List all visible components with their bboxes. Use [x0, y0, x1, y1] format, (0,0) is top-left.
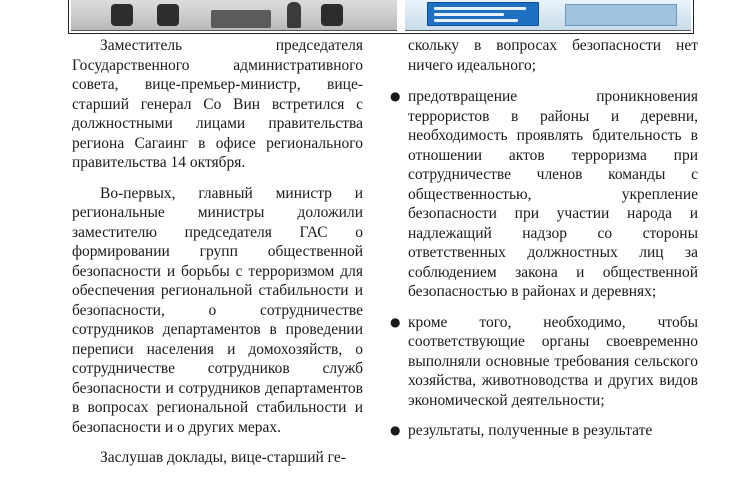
chair-shape [157, 4, 179, 26]
chair-shape [321, 4, 343, 26]
bullet-icon: ● [390, 89, 401, 103]
continued-paragraph: скольку в вопросах безопасности нет ничего идеального; [408, 37, 698, 74]
list-item-text: кроме того, необходимо, чтобы соответствующие органы своевременно выполняли основные требования сельского хозяйства, животноводства и других видов экономической деятельности; [408, 313, 698, 409]
meeting-room-photo [71, 0, 397, 31]
photo-strip [68, 0, 694, 34]
list-item [388, 87, 698, 302]
list-item-text: результаты, полученные в результате [408, 422, 653, 439]
office-photo [405, 0, 691, 31]
bullet-icon: ● [390, 314, 401, 329]
person-shape [287, 2, 301, 28]
paragraph: Заместитель председателя Государственного административного совета, вице-премьер-министр, вице-старший генерал Со Вин встретился с должностными лицами правительства региона Сагаинг в офисе регионального правительства 14 октября. [72, 37, 363, 171]
desk-shape [211, 10, 271, 28]
paragraph: Во-первых, главный министр и региональные министры доложили заместителю председателя ГАС о формировании групп общественной безопасности и борьбы с терроризмом для обеспечения региональной стабильности и безопасности, о сотрудничестве сотрудников департаментов в проведении переписи населения и домохозяйств, о сотрудничестве сотрудников служб безопасности и сотрудников департаментов в вопросах региональной стабильности и безопасности и о других мерах. [72, 184, 363, 436]
display-screen [565, 4, 677, 26]
right-column [388, 36, 698, 452]
left-column [72, 36, 363, 479]
paragraph: Заслушав доклады, вице-старший ге- [100, 449, 346, 466]
chair-shape [111, 4, 133, 26]
banner-sign [427, 2, 539, 26]
list-item [388, 421, 698, 441]
bullet-list [388, 87, 698, 441]
list-item [388, 313, 698, 411]
bullet-icon: ● [390, 423, 401, 437]
list-item-text: предотвращение проникновения террористов в районы и деревни, необходимость проявлять бдительность в отношении актов терроризма при сотрудничестве членов команды с общественностью, укрепление безопасности при участии народа и надлежащий надзор со стороны ответственных должностных лиц за соблюдением закона и общественной безопасностью в районах и деревнях; [408, 88, 698, 300]
